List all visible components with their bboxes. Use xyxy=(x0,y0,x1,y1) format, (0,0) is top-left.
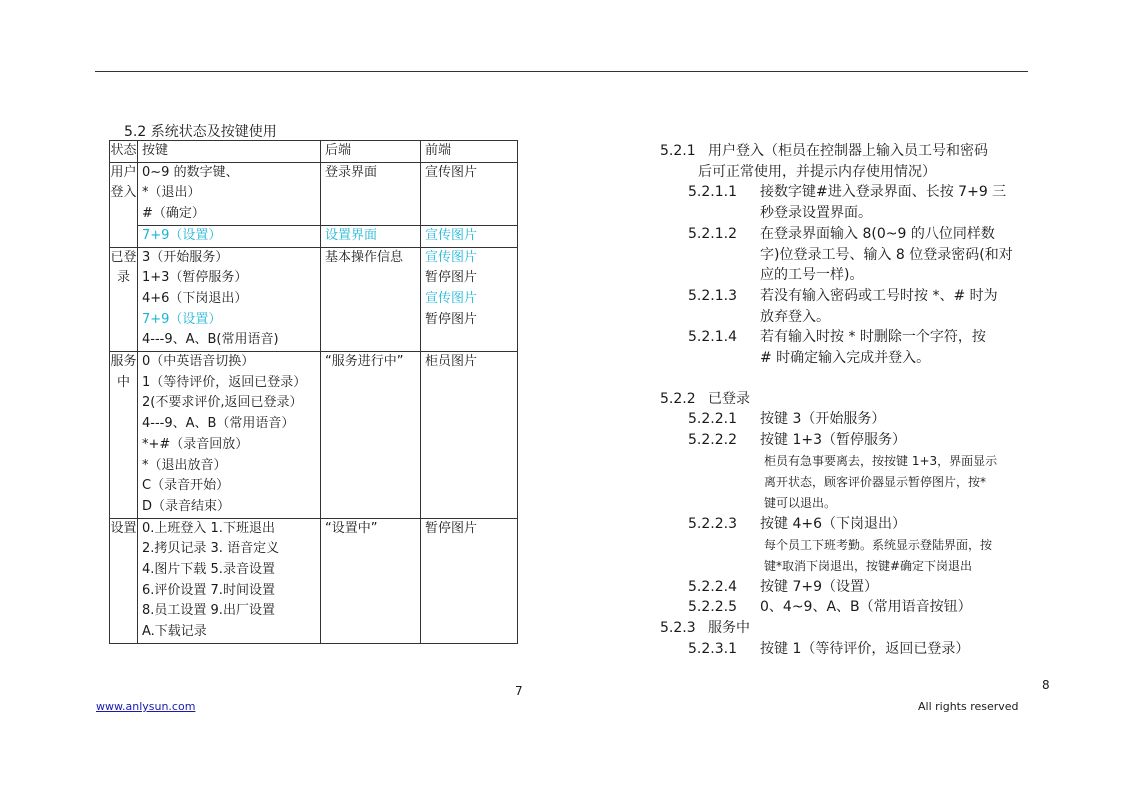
keys-cell: 7+9（设置） xyxy=(138,225,321,247)
item-5-2-1-4: 5.2.1.4 若有输入时按 * 时删除一个字符，按 # 时确定输入完成并登入。 xyxy=(688,329,986,367)
front-cell: 宣传图片 暂停图片 宣传图片 暂停图片 xyxy=(421,247,518,352)
table-row xyxy=(110,247,518,352)
keys-cell: 0.上班登入 1.下班退出 2.拷贝记录 3. 语音定义 4.图片下载 5.录音设置 6.评价设置 7.时间设置 8.员工设置 9.出厂设置 A.下载记录 xyxy=(138,518,321,643)
key-usage-table xyxy=(109,140,518,644)
heading-5-2-1-cont: 后可正常使用，并提示内存使用情况） xyxy=(698,163,936,180)
front-cell: 宣传图片 xyxy=(421,225,518,247)
keys-cell: 3（开始服务） 1+3（暂停服务） 4+6（下岗退出） 7+9（设置） 4---9、A、B(常用语音) xyxy=(138,247,321,352)
state-cell: 设置 xyxy=(110,518,138,643)
item-5-2-2-2: 5.2.2.2 按键 1+3（暂停服务） xyxy=(688,432,906,449)
back-cell: 登录界面 xyxy=(321,162,421,225)
header-front: 前端 xyxy=(421,141,518,163)
table-row xyxy=(110,225,518,247)
page-number-left: 7 xyxy=(515,684,523,698)
back-cell: “服务进行中” xyxy=(321,352,421,519)
keys-cell: 0（中英语音切换） 1（等待评价，返回已登录） 2(不要求评价,返回已登录） 4---9、A、B（常用语音） *+#（录音回放） *（退出放音） C（录音开始） D（录音结束） xyxy=(138,352,321,519)
note-5-2-2-2: 柜员有急事要离去，按按键 1+3，界面显示 离开状态，顾客评价器显示暂停图片，按* 键可以退出。 xyxy=(764,453,998,510)
header-state: 状态 xyxy=(110,141,138,163)
back-cell: 设置界面 xyxy=(321,225,421,247)
item-5-2-2-3: 5.2.2.3 按键 4+6（下岗退出） xyxy=(688,515,906,532)
item-5-2-3-1: 5.2.3.1 按键 1（等待评价，返回已登录） xyxy=(688,640,970,657)
state-cell: 用户登入 xyxy=(110,162,138,247)
back-cell: “设置中” xyxy=(321,518,421,643)
front-cell: 暂停图片 xyxy=(421,518,518,643)
spacer xyxy=(660,369,1030,389)
right-page-body xyxy=(660,141,1030,659)
table-row xyxy=(110,518,518,643)
table-header-row xyxy=(110,141,518,163)
item-5-2-1-3: 5.2.1.3 若没有输入密码或工号时按 *、# 时为 放弃登入。 xyxy=(688,287,998,325)
heading-5-2-2: 5.2.2 已登录 xyxy=(660,390,750,407)
item-5-2-1-1: 5.2.1.1 接数字键#进入登录界面、长按 7+9 三 秒登录设置界面。 xyxy=(688,184,1007,222)
front-cell: 宣传图片 xyxy=(421,162,518,225)
item-5-2-2-4: 5.2.2.4 按键 7+9（设置） xyxy=(688,578,878,595)
back-cell: 基本操作信息 xyxy=(321,247,421,352)
table-row xyxy=(110,352,518,519)
keys-cell: 0~9 的数字键、 *（退出） #（确定） xyxy=(138,162,321,225)
front-cell: 柜员图片 xyxy=(421,352,518,519)
state-cell: 已登录 xyxy=(110,247,138,352)
item-5-2-1-2: 5.2.1.2 在登录界面输入 8(0~9 的八位同样数 字)位登录工号、输入 8 位登录密码(和对 应的工号一样)。 xyxy=(688,225,1013,284)
header-rule xyxy=(95,71,1028,72)
heading-5-2-3: 5.2.3 服务中 xyxy=(660,619,750,636)
heading-5-2-1: 5.2.1 用户登入（柜员在控制器上输入员工号和密码 xyxy=(660,143,988,159)
section-title: 5.2 系统状态及按键使用 xyxy=(124,124,277,140)
website-link[interactable]: www.anlysun.com xyxy=(96,700,196,713)
item-5-2-2-5: 5.2.2.5 0、4~9、A、B（常用语音按钮） xyxy=(688,599,972,616)
item-5-2-2-1: 5.2.2.1 按键 3（开始服务） xyxy=(688,411,886,428)
header-keys: 按键 xyxy=(138,141,321,163)
note-5-2-2-3: 每个员工下班考勤。系统显示登陆界面，按 键*取消下岗退出，按键#确定下岗退出 xyxy=(764,537,993,573)
rights-text: All rights reserved xyxy=(918,700,1019,713)
page-number-right: 8 xyxy=(1042,678,1050,692)
state-cell: 服务中 xyxy=(110,352,138,519)
table-row xyxy=(110,162,518,225)
header-back: 后端 xyxy=(321,141,421,163)
